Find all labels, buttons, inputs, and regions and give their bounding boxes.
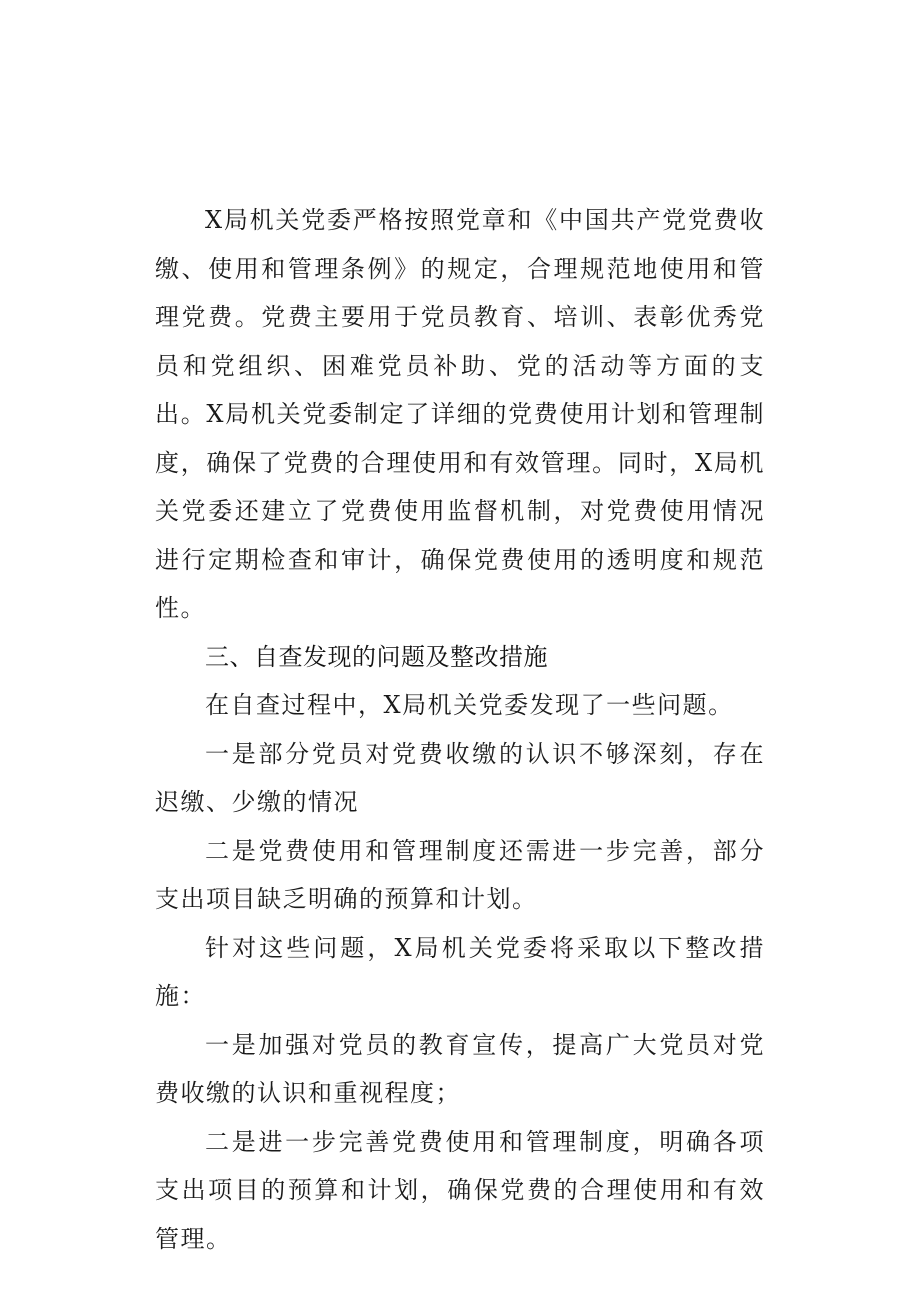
paragraph-measure-one: 一是加强对党员的教育宣传，提高广大党员对党费收缴的认识和重视程度； [155,1030,765,1107]
section-heading-problems: 三、自查发现的问题及整改措施 [205,642,548,671]
document-body [155,196,765,1263]
paragraph-measures-intro: 针对这些问题，X局机关党委将采取以下整改措施： [155,933,765,1010]
paragraph-fee-usage: X局机关党委严格按照党章和《中国共产党党费收缴、使用和管理条例》的规定，合理规范地使用和管理党费。党费主要用于党员教育、培训、表彰优秀党员和党组织、困难党员补助、党的活动等方面的支出。X局机关党委制定了详细的党费使用计划和管理制度，确保了党费的合理使用和有效管理。同时，X局机关党委还建立了党费使用监督机制，对党费使用情况进行定期检查和审计，确保党费使用的透明度和规范性。 [155,206,765,622]
paragraph-problem-one: 一是部分党员对党费收缴的认识不够深刻，存在迟缴、少缴的情况 [155,739,765,816]
paragraph-self-check-intro: 在自查过程中，X局机关党委发现了一些问题。 [205,691,734,719]
paragraph-measure-two: 二是进一步完善党费使用和管理制度，明确各项支出项目的预算和计划，确保党费的合理使用和有效管理。 [155,1127,765,1253]
paragraph-problem-two: 二是党费使用和管理制度还需进一步完善，部分支出项目缺乏明确的预算和计划。 [155,836,765,913]
